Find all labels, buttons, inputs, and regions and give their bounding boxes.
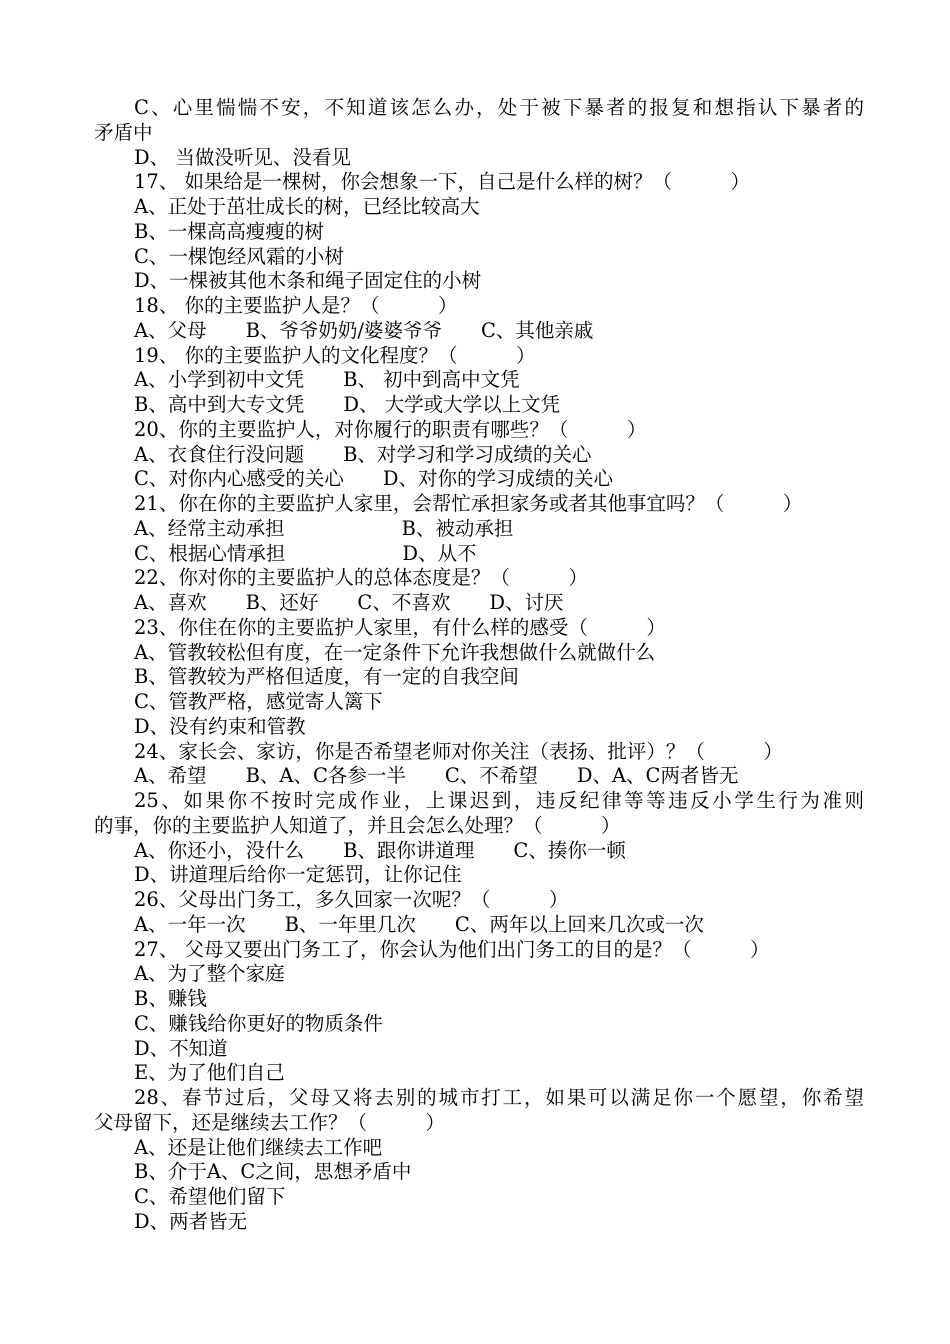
question-21: 21、你在你的主要监护人家里，会帮忙承担家务或者其他事宜吗？（ ）: [134, 492, 803, 515]
option-27b: B、赚钱: [134, 987, 207, 1010]
options-19-row2: B、高中到大专文凭 D、 大学或大学以上文凭: [134, 393, 561, 416]
option-28d: D、两者皆无: [134, 1209, 248, 1233]
question-17: 17、 如果给是一棵树，你会想象一下，自己是什么样的树？（ ）: [134, 170, 751, 194]
option-17a: A、正处于茁壮成长的树，已经比较高大: [134, 195, 480, 218]
question-24: 24、家长会、家访，你是否希望老师对你关注（表扬、批评）？（ ）: [134, 739, 783, 763]
option-28a: A、还是让他们继续去工作吧: [134, 1135, 383, 1159]
option-23d: D、没有约束和管教: [134, 714, 306, 738]
question-25-line1: 25、如果你不按时完成作业，上课迟到，违反纪律等等违反小学生行为准则: [134, 789, 864, 812]
options-21-row1: A、经常主动承担 B、被动承担: [134, 516, 514, 540]
options-26: A、一年一次 B、一年里几次 C、两年以上回来几次或一次: [134, 912, 704, 936]
option-23a: A、管教较松但有度，在一定条件下允许我想做什么就做什么: [134, 640, 656, 664]
option-17b: B、一棵高高瘦瘦的树: [134, 219, 324, 243]
options-18: A、父母 B、爷爷奶奶/婆婆爷爷 C、其他亲戚: [134, 318, 594, 342]
options-25-row2: D、讲道理后给你一定惩罚，让你记住: [134, 863, 462, 887]
option-28c: C、希望他们留下: [134, 1185, 286, 1208]
question-28-line2: 父母留下，还是继续去工作？（ ）: [94, 1110, 446, 1134]
question-27: 27、 父母又要出门务工了，你会认为他们出门务工的目的是？（ ）: [134, 937, 770, 961]
question-26: 26、父母出门务工，多久回家一次呢？（ ）: [134, 888, 569, 911]
options-20-row1: A、衣食住行没问题 B、对学习和学习成绩的关心: [134, 442, 592, 466]
options-19-row1: A、小学到初中文凭 B、 初中到高中文凭: [134, 368, 520, 392]
option-23c: C、管教严格，感觉寄人篱下: [134, 690, 383, 713]
options-25-row1: A、你还小，没什么 B、跟你讲道理 C、揍你一顿: [134, 838, 626, 862]
question-20: 20、你的主要监护人，对你履行的职责有哪些？（ ）: [134, 417, 647, 441]
options-20-row2: C、对你内心感受的关心 D、对你的学习成绩的关心: [134, 467, 614, 491]
options-22: A、喜欢 B、还好 C、不喜欢 D、讨厌: [134, 591, 564, 614]
option-28b: B、介于A、C之间，思想矛盾中: [134, 1160, 412, 1184]
question-25-line2: 的事，你的主要监护人知道了，并且会怎么处理？（ ）: [94, 813, 621, 837]
option-27c: C、赚钱给你更好的物质条件: [134, 1011, 383, 1035]
option-23b: B、管教较为严格但适度，有一定的自我空间: [134, 665, 519, 689]
question-18: 18、 你的主要监护人是？（ ）: [134, 294, 458, 317]
question-19: 19、 你的主要监护人的文化程度？（ ）: [134, 343, 536, 367]
document-page: [94, 96, 864, 1235]
options-21-row2: C、根据心情承担 D、从不: [134, 541, 477, 565]
option-27a: A、为了整个家庭: [134, 962, 285, 986]
option-27d: D、不知道: [134, 1036, 228, 1060]
question-28-line1: 28、春节过后，父母又将去别的城市打工，如果可以满足你一个愿望，你希望: [134, 1086, 864, 1109]
option-27e: E、为了他们自己: [134, 1061, 285, 1085]
option-17d: D、一棵被其他木条和绳子固定住的小树: [134, 269, 482, 293]
option-17c: C、一棵饱经风霜的小树: [134, 244, 344, 268]
options-24: A、希望 B、A、C各参一半 C、不希望 D、A、C两者皆无: [134, 764, 739, 788]
option-16d: D、 当做没听见、没看见: [134, 145, 351, 169]
option-16c-line1: C、心里惴惴不安，不知道该怎么办，处于被下暴者的报复和想指认下暴者的: [134, 96, 864, 119]
question-23: 23、你住在你的主要监护人家里，有什么样的感受（ ）: [134, 615, 666, 639]
question-22: 22、你对你的主要监护人的总体态度是？（ ）: [134, 566, 588, 590]
option-16c-line2: 矛盾中: [94, 120, 153, 144]
